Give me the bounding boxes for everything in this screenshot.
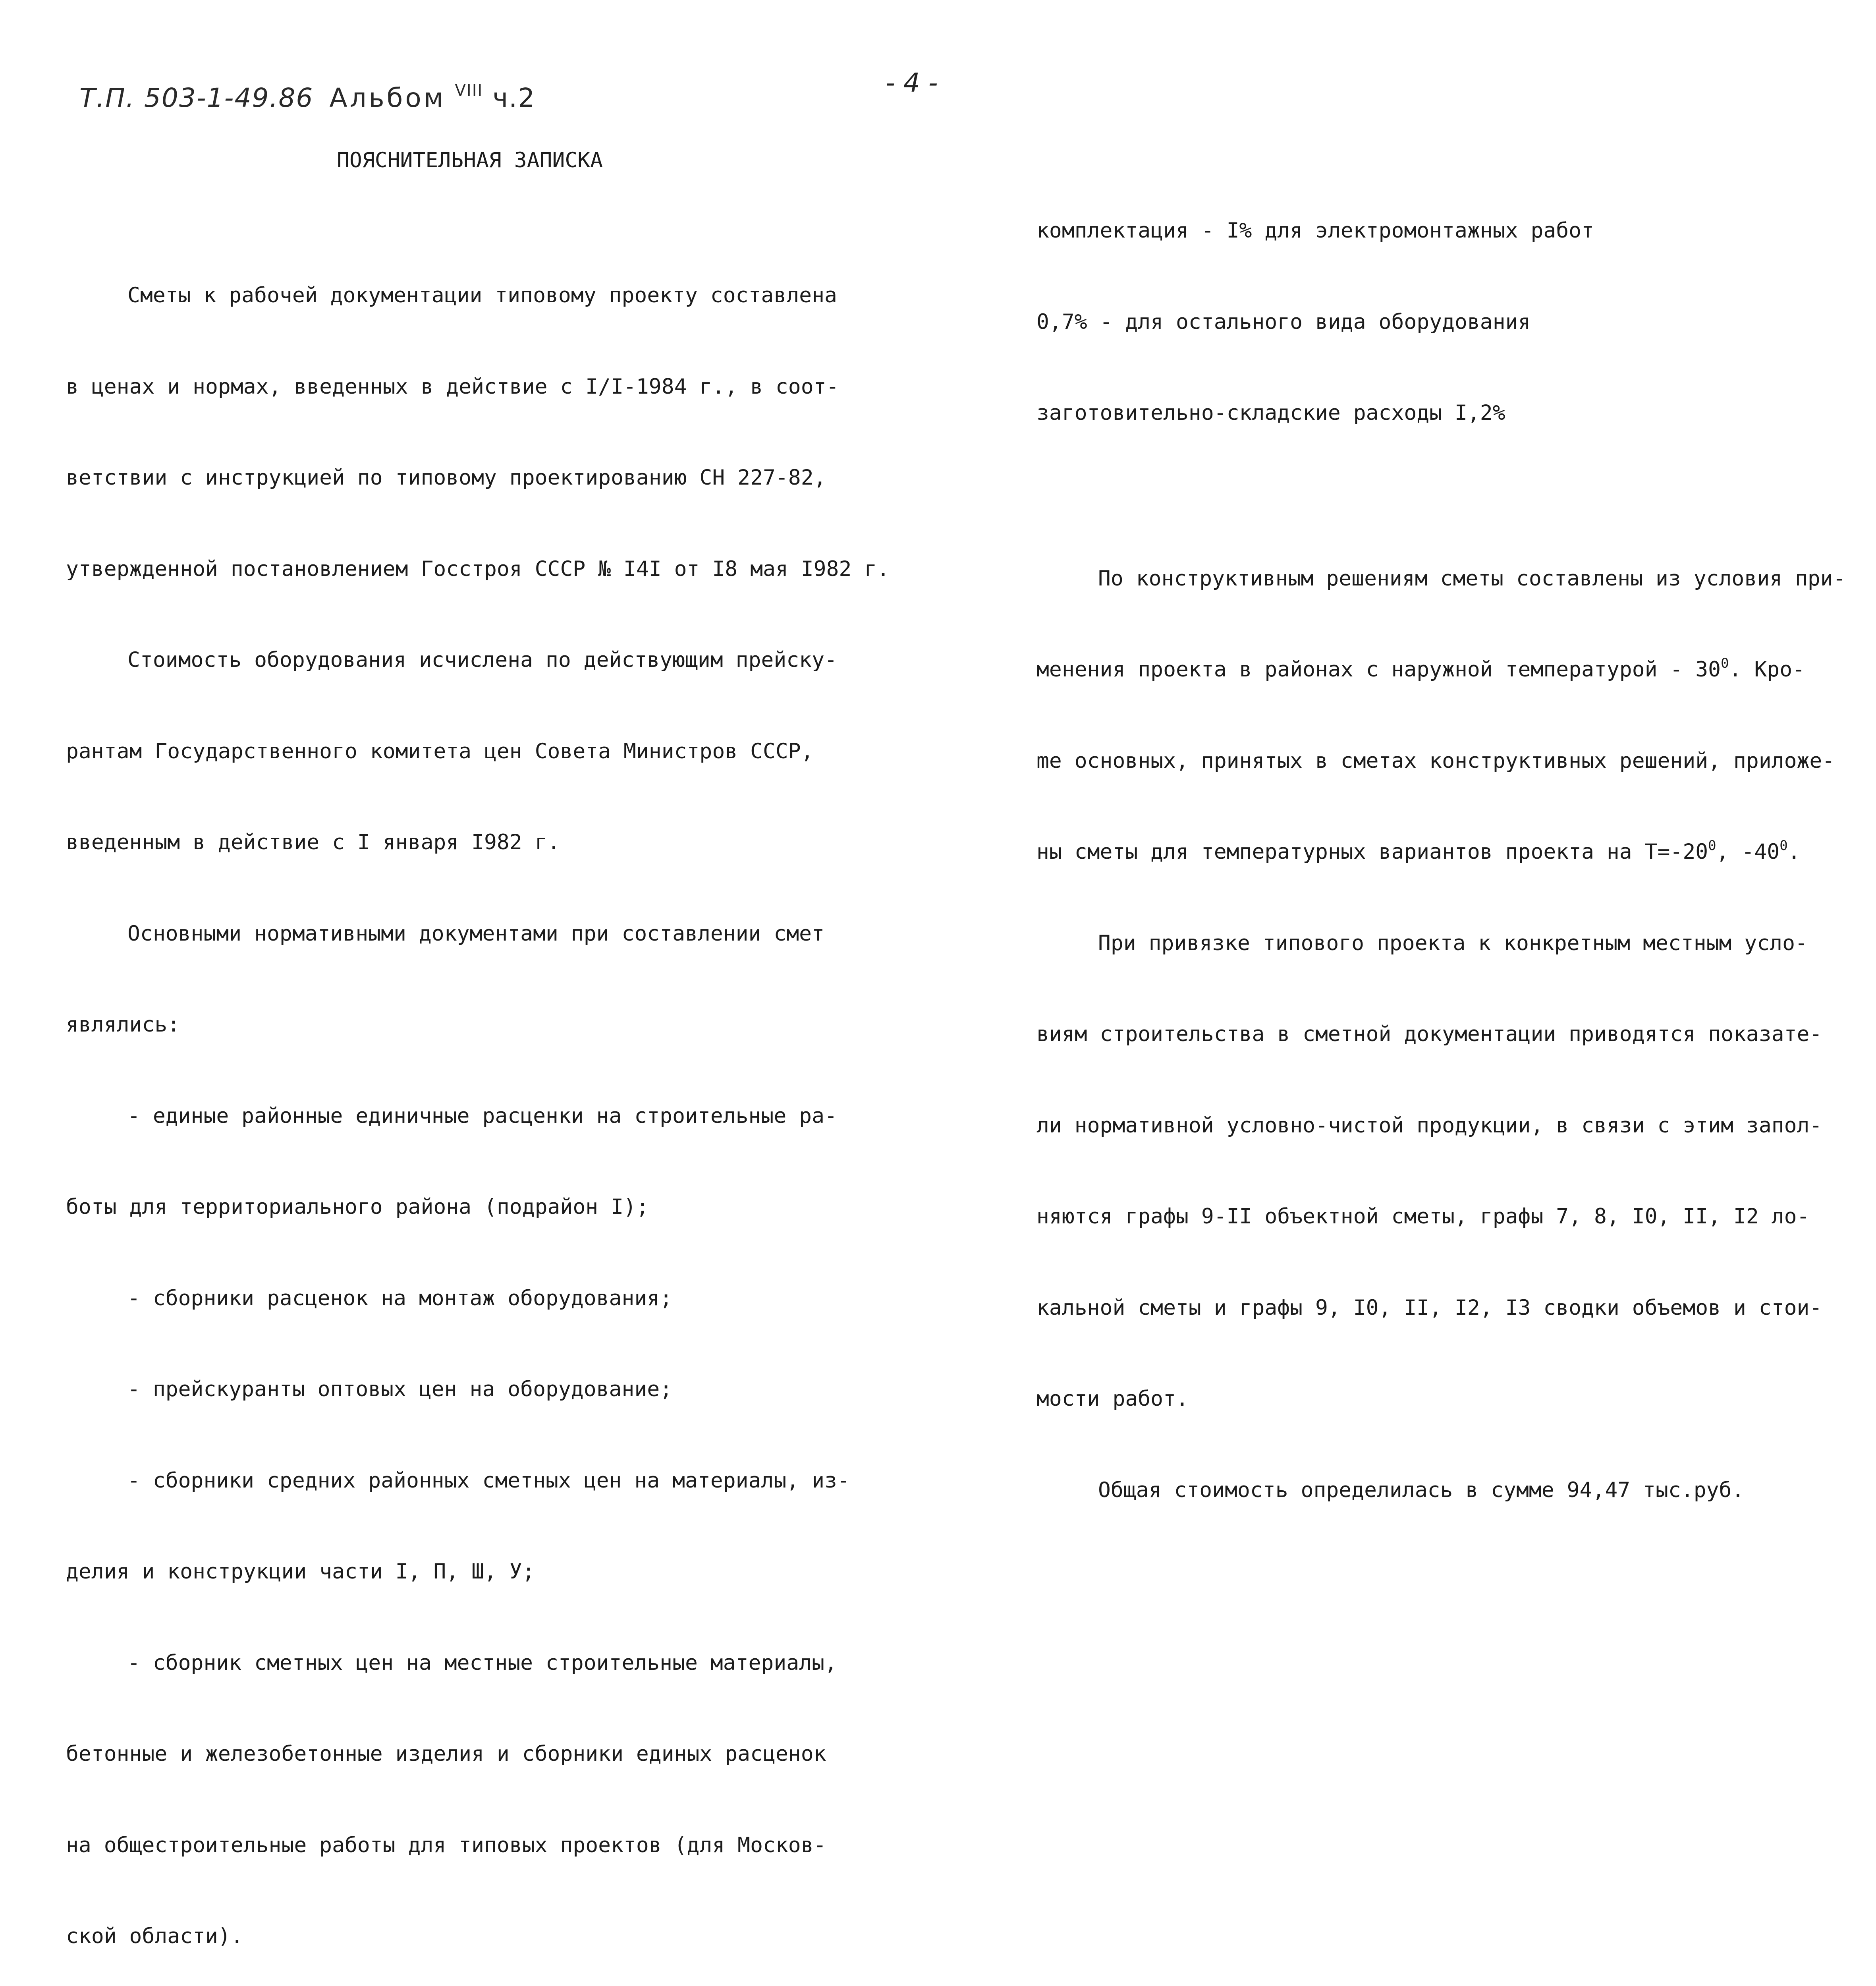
right-column (1036, 155, 1851, 1566)
album-label: Альбом (329, 83, 446, 113)
text-fragment: ны сметы для температурных вариантов проекта на Т=-20 (1036, 840, 1708, 864)
text-fragment: , -40 (1716, 840, 1780, 864)
list-item: - сборники расценок на монтаж оборудования; (127, 1286, 673, 1310)
text-line: заготовительно-складские расходы I,2% (1036, 401, 1505, 425)
text-line: рантам Государственного комитета цен Совета Министров СССР, (66, 739, 814, 763)
text-fragment: менения проекта в районах с наружной температурой - 30 (1036, 657, 1721, 682)
text-line: утвержденной постановлением Госстроя СССР № I4I от I8 мая I982 г. (66, 556, 890, 581)
list-item: - прейскуранты оптовых цен на оборудование; (127, 1377, 673, 1401)
part-number: ч.2 (492, 83, 536, 113)
handwritten-header (79, 81, 535, 113)
text-line: виям строительства в сметной документации приводятся показате- (1036, 1022, 1822, 1046)
degree-superscript: 0 (1708, 838, 1716, 854)
text-line: бетонные и железобетонные изделия и сборники единых расценок (66, 1742, 826, 1766)
text-fragment: . Кро- (1729, 657, 1805, 682)
text-line (1036, 655, 1851, 685)
text-line: Основными нормативными документами при составлении смет (127, 921, 824, 946)
text-line: ветствии с инструкцией по типовому проектированию СН 227-82, (66, 466, 826, 490)
list-item: - сборник сметных цен на местные строительные материалы, (127, 1650, 837, 1675)
text-line: введенным в действие с I января I982 г. (66, 830, 560, 854)
text-line: me основных, принятых в сметах конструктивных решений, приложе- (1036, 748, 1835, 773)
list-item: - сборники средних районных сметных цен на материалы, из- (127, 1468, 850, 1493)
album-number: VIII (455, 81, 483, 100)
text-line: кальной сметы и графы 9, I0, II, I2, I3 сводки объемов и стои- (1036, 1295, 1822, 1320)
text-line (1036, 837, 1851, 867)
text-line: на общестроительные работы для типовых проектов (для Москов- (66, 1833, 826, 1857)
text-line: комплектация - I% для электромонтажных работ (1036, 218, 1594, 243)
text-line: мости работ. (1036, 1387, 1189, 1411)
page-title: ПОЯСНИТЕЛЬНАЯ ЗАПИСКА (337, 148, 603, 172)
text-line: в ценах и нормах, введенных в действие с I/I-1984 г., в соот- (66, 374, 839, 399)
text-fragment: . (1787, 840, 1801, 864)
page-number: - 4 - (886, 68, 938, 98)
degree-superscript: 0 (1779, 838, 1788, 854)
left-column (66, 220, 900, 1986)
text-line: ской области). (66, 1924, 243, 1948)
project-code: Т.П. 503-1-49.86 (79, 83, 314, 113)
text-line: боты для территориального района (подрайон I); (66, 1195, 649, 1219)
text-line: Сметы к рабочей документации типовому проекту составлена (127, 283, 837, 307)
list-item: - единые районные единичные расценки на строительные ра- (127, 1103, 837, 1128)
text-line: няются графы 9-II объектной сметы, графы 7, 8, I0, II, I2 ло- (1036, 1204, 1810, 1229)
text-line: Стоимость оборудования исчислена по действующим прейску- (127, 648, 837, 672)
text-line: делия и конструкции части I, П, Ш, У; (66, 1559, 535, 1584)
text-line: Общая стоимость определилась в сумме 94,47 тыс.руб. (1098, 1478, 1745, 1502)
text-line: являлись: (66, 1012, 180, 1037)
paragraph-gap (1036, 489, 1851, 503)
degree-superscript: 0 (1721, 655, 1729, 671)
text-line: 0,7% - для остального вида оборудования (1036, 309, 1531, 334)
text-line: При привязке типового проекта к конкретным местным усло- (1098, 931, 1808, 955)
text-line: По конструктивным решениям сметы составлены из условия при- (1098, 566, 1846, 591)
text-line: ли нормативной условно-чистой продукции, в связи с этим запол- (1036, 1113, 1822, 1138)
